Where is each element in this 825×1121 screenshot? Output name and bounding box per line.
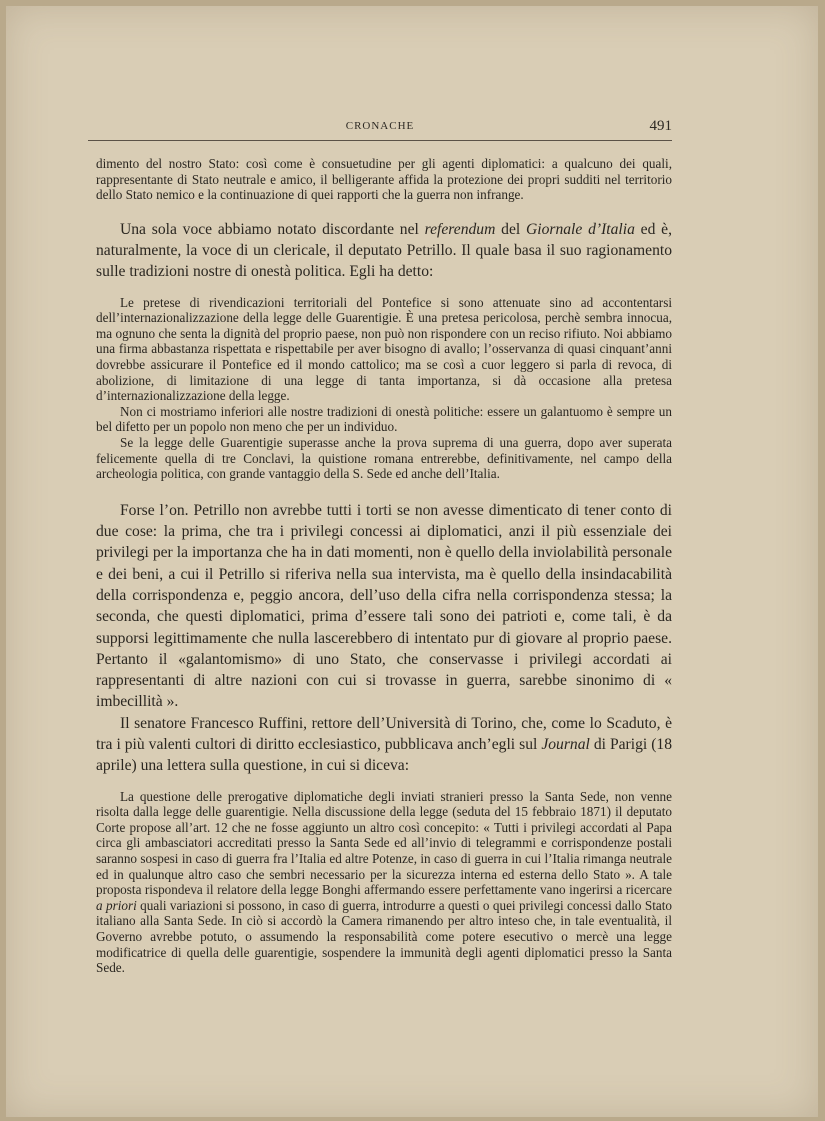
page-body: [96, 156, 672, 976]
quote-paragraph: La questione delle prerogative diplomatiche degli inviati stranieri presso la Santa Sede, non venne risolta dalla legge delle guarentigie. Nella discussione della legge (seduta del 15 febbraio 1871) il deputato Corte propose all’art. 12 che ne fosse aggiunto un altro così concepito: « Tutti i privilegi accordati al Papa circa gli ambasciatori accreditati presso la Santa Sede ed all’invio di telegrammi e corrispondenze postali saranno sospesi in caso di guerra fra l’Italia ed altre Potenze, in caso di guerra in cui l’Italia rimanga neutrale ed in qualunque altro caso che sembri necessario per la sicurezza interna ed esterna dello Stato ». A tale proposta rispondeva il relatore della legge Bonghi affermando essere perfettamente vano ingerirsi a ricercare a priori quali variazioni si possono, in caso di guerra, introdurre a questi o quei privilegi concessi dallo Stato italiano alla Santa Sede. In ciò si accordò la Camera rimanendo per altro inteso che, in tale eventualità, il Governo avrebbe potuto, o assumendo la responsabilità come potere esecutivo o mercè una legge modificatrice di quella delle guarentigie, sospendere la immunità degli agenti diplomatici presso la Santa Sede.: [96, 788, 672, 976]
italic-a-priori: a priori: [96, 897, 137, 913]
italic-giornale: Giornale d’Italia: [526, 220, 635, 238]
block-quote-ruffini: [96, 789, 672, 976]
quote-paragraph: Se la legge delle Guarentigie superasse anche la prova suprema di una guerra, dopo aver superata felicemente quella di tre Conclavi, la quistione romana entrerebbe, definitivamente, nel campo della archeologia politica, con grande vantaggio della S. Sede ed anche dell’Italia.: [96, 435, 672, 482]
quote-paragraph: Le pretese di rivendicazioni territoriali del Pontefice si sono attenuate sino ad accontentarsi dell’internazionalizzazione della legge delle Guarentigie. È una pretesa pericolosa, perchè sembra innocua, ma ognuno che senta la dignità del proprio paese, non può non rispondere con un reciso rifiuto. Noi abbiamo una firma abbastanza rispettata e rispettabile per aver bisogno di avallo; l’osservanza di quasi cinquant’anni dovrebbe assicurare il Pontefice ed il mondo cattolico; ma se così a cuor leggero si parla di revoca, di abolizione, di limitazione di una legge di tanta importanza, si dà occasione alla pretesa d’internazionalizzazione della legge.: [96, 294, 672, 404]
paragraph-ruffini: Il senatore Francesco Ruffini, rettore dell’Università di Torino, che, come lo Scaduto, è tra i più valenti cultori di diritto ecclesiastico, pubblicava anch’egli sul Journal di Parigi (18 aprile) una lettera sulla questione, in cui si diceva:: [96, 714, 672, 775]
paragraph-continuation: dimento del nostro Stato: così come è consuetudine per gli agenti diplomatici: a qualcuno dei quali, rappresentante di Stato neutrale e amico, il belligerante affida la protezione dei propri sudditi nel territorio dello Stato nemico e la continuazione di quei rapporti che la guerra non infrange.: [96, 156, 672, 203]
paragraph-petrillo-intro: Una sola voce abbiamo notato discordante nel referendum del Giornale d’Italia ed è, naturalmente, la voce di un clericale, il deputato Petrillo. Il quale basa il suo ragionamento sulle tradizioni nostre di onestà politica. Egli ha detto:: [96, 220, 672, 281]
italic-journal: Journal: [541, 736, 590, 754]
page-header: [88, 118, 672, 140]
paragraph-petrillo-critique: Forse l’on. Petrillo non avrebbe tutti i torti se non avesse dimenticato di tener conto di due cose: la prima, che tra i privilegi concessi ai diplomatici, anzi il più essenziale dei privilegi per la importanza che ha in dati momenti, non è quello della inviolabilità personale e dei beni, a cui il Petrillo si riferiva nella sua intervista, ma è quello della insindacabilità della corrispondenza e, peggio ancora, dell’uso della cifra nella corrispondenza stessa; la seconda, che questi diplomatici, prima d’essere tali sono dei patrioti e, come tali, è da supporsi legittimamente che nulla lascerebbero di intentato pur di giovare al proprio paese. Pertanto il «galantomismo» di uno Stato, che conservasse i privilegi accordati ai rappresentanti di altre nazioni con cui si trovasse in guerra, sarebbe sinonimo di « imbecillità ».: [96, 501, 672, 711]
running-title: CRONACHE: [345, 120, 415, 132]
quote-paragraph: Non ci mostriamo inferiori alle nostre tradizioni di onestà politiche: essere un galantuomo è sempre un bel difetto per un popolo non meno che per un individuo.: [96, 403, 672, 435]
block-quote-petrillo: [96, 295, 672, 482]
header-rule: [88, 140, 672, 141]
page-number: 491: [649, 118, 672, 134]
italic-referendum: referendum: [424, 220, 496, 238]
